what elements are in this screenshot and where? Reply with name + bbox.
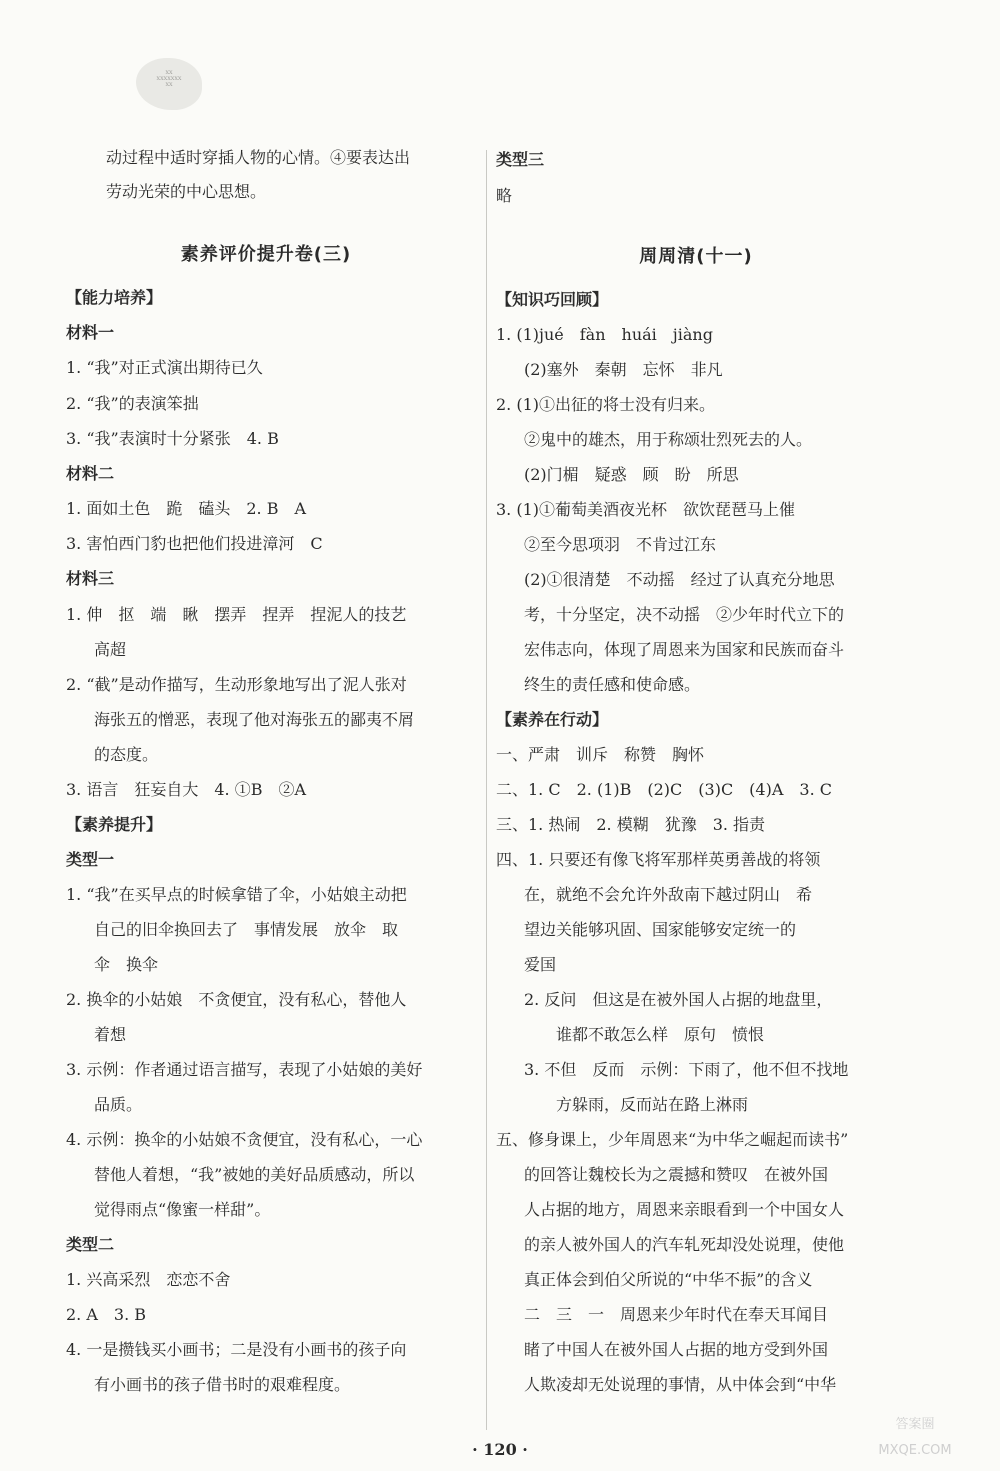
page-number: · 120 · — [472, 1440, 528, 1459]
answer-line: 有小画书的孩子借书时的艰难程度。 — [94, 1375, 351, 1394]
answer-line: 在，就绝不会允许外敌南下越过阴山 希 — [524, 885, 813, 904]
section-title: 周周清(十一) — [639, 246, 753, 267]
answer-line: 替他人着想，“我”被她的美好品质感动，所以 — [94, 1165, 415, 1184]
answer-line: 4. 示例：换伞的小姑娘不贪便宜，没有私心，一心 — [66, 1130, 423, 1149]
answer-line: 的态度。 — [94, 745, 159, 764]
answer-line: 伞 换伞 — [94, 955, 159, 974]
answer-line: 略 — [496, 186, 513, 205]
section-heading: 【素养在行动】 — [496, 710, 609, 729]
answer-line: 高超 — [94, 640, 127, 659]
answer-line: ②鬼中的雄杰，用于称颂壮烈死去的人。 — [524, 430, 813, 449]
answer-line: 1. “我”对正式演出期待已久 — [66, 358, 263, 377]
answer-line: 睹了中国人在被外国人占据的地方受到外国 — [524, 1340, 829, 1359]
section-heading: 【素养提升】 — [66, 815, 163, 834]
answer-line: 1. 面如土色 跪 磕头 2. B A — [66, 499, 307, 518]
subsection-heading: 材料二 — [66, 464, 115, 483]
answer-line: 1. 兴高采烈 恋恋不舍 — [66, 1270, 231, 1289]
answer-line: 3. 害怕西门豹也把他们投进漳河 C — [66, 534, 323, 553]
answer-line: 望边关能够巩固、国家能够安定统一的 — [524, 920, 797, 939]
stamp-text: XX — [165, 82, 173, 88]
section-heading: 【能力培养】 — [66, 288, 163, 307]
stamp-logo — [136, 58, 202, 110]
answer-line: 觉得雨点“像蜜一样甜”。 — [94, 1200, 271, 1219]
answer-line: 宏伟志向，体现了周恩来为国家和民族而奋斗 — [524, 640, 845, 659]
answer-line: 的回答让魏校长为之震撼和赞叹 在被外国 — [524, 1165, 829, 1184]
answer-line: 品质。 — [94, 1095, 143, 1114]
subsection-heading: 材料三 — [66, 569, 115, 588]
answer-line: 二 三 一 周恩来少年时代在奉天耳闻目 — [524, 1305, 829, 1324]
subsection-heading: 类型三 — [496, 150, 545, 169]
answer-line: 考，十分坚定，决不动摇 ②少年时代立下的 — [524, 605, 845, 624]
answer-line: 1. “我”在买早点的时候拿错了伞，小姑娘主动把 — [66, 885, 407, 904]
answer-line: 2. A 3. B — [66, 1305, 147, 1324]
answer-line: 2. “我”的表演笨拙 — [66, 394, 199, 413]
answer-line: 1. 伸 抠 端 瞅 摆弄 捏弄 捏泥人的技艺 — [66, 605, 407, 624]
answer-line: 2. 反问 但这是在被外国人占据的地盘里， — [524, 990, 833, 1009]
answer-line: 2. “截”是动作描写，生动形象地写出了泥人张对 — [66, 675, 407, 694]
answer-line: 真正体会到伯父所说的“中华不振”的含义 — [524, 1270, 813, 1289]
answer-line: 谁都不敢怎么样 原句 愤恨 — [556, 1025, 765, 1044]
answer-line: 3. “我”表演时十分紧张 4. B — [66, 429, 279, 448]
subsection-heading: 材料一 — [66, 323, 115, 342]
watermark-text: MXQE.COM — [878, 1443, 952, 1458]
text-line: 动过程中适时穿插人物的心情。④要表达出 — [106, 148, 411, 167]
answer-line: 2. (1)①出征的将士没有归来。 — [496, 395, 716, 414]
stamp-text: XX — [165, 70, 173, 76]
answer-line: 自己的旧伞换回去了 事情发展 放伞 取 — [94, 920, 399, 939]
answer-line: 方躲雨，反而站在路上淋雨 — [556, 1095, 749, 1114]
answer-line: 3. 语言 狂妄自大 4. ①B ②A — [66, 780, 307, 799]
answer-line: (2)门楣 疑惑 顾 盼 所思 — [524, 465, 739, 484]
answer-line: 四、1. 只要还有像飞将军那样英勇善战的将领 — [496, 850, 821, 869]
answer-line: (2)①很清楚 不动摇 经过了认真充分地思 — [524, 570, 835, 589]
answer-line: 人欺凌却无处说理的事情，从中体会到“中华 — [524, 1375, 837, 1394]
section-heading: 【知识巧回顾】 — [496, 290, 609, 309]
subsection-heading: 类型一 — [66, 850, 115, 869]
answer-line: 3. 示例：作者通过语言描写，表现了小姑娘的美好 — [66, 1060, 423, 1079]
text-line: 劳动光荣的中心思想。 — [106, 182, 267, 201]
answer-line: 终生的责任感和使命感。 — [524, 675, 701, 694]
answer-line: 着想 — [94, 1025, 127, 1044]
stamp-text: XXXXXXX — [156, 76, 182, 82]
answer-line: (2)塞外 秦朝 忘怀 非凡 — [524, 360, 723, 379]
answer-line: ②至今思项羽 不肯过江东 — [524, 535, 717, 554]
answer-line: 的亲人被外国人的汽车轧死却没处说理，使他 — [524, 1235, 845, 1254]
answer-line: 一、严肃 训斥 称赞 胸怀 — [496, 745, 705, 764]
answer-line: 4. 一是攒钱买小画书；二是没有小画书的孩子向 — [66, 1340, 407, 1359]
answer-line: 2. 换伞的小姑娘 不贪便宜，没有私心，替他人 — [66, 990, 407, 1009]
answer-line: 1. (1)jué fàn huái jiàng — [496, 325, 713, 344]
section-title: 素养评价提升卷(三) — [180, 244, 352, 265]
watermark-logo — [840, 1412, 990, 1464]
answer-line: 二、1. C 2. (1)B (2)C (3)C (4)A 3. C — [496, 780, 832, 799]
answer-line: 爱国 — [524, 955, 557, 974]
answer-line: 五、修身课上，少年周恩来“为中华之崛起而读书” — [496, 1130, 849, 1149]
answer-line: 三、1. 热闹 2. 模糊 犹豫 3. 指责 — [496, 815, 766, 834]
answer-line: 海张五的憎恶，表现了他对海张五的鄙夷不屑 — [94, 710, 415, 729]
answer-line: 人占据的地方，周恩来亲眼看到一个中国女人 — [524, 1200, 845, 1219]
answer-line: 3. (1)①葡萄美酒夜光杯 欲饮琵琶马上催 — [496, 500, 796, 519]
answer-line: 3. 不但 反而 示例：下雨了，他不但不找地 — [524, 1060, 849, 1079]
subsection-heading: 类型二 — [66, 1235, 115, 1254]
column-divider — [486, 150, 487, 1430]
watermark-text: 答案圈 — [895, 1417, 935, 1432]
